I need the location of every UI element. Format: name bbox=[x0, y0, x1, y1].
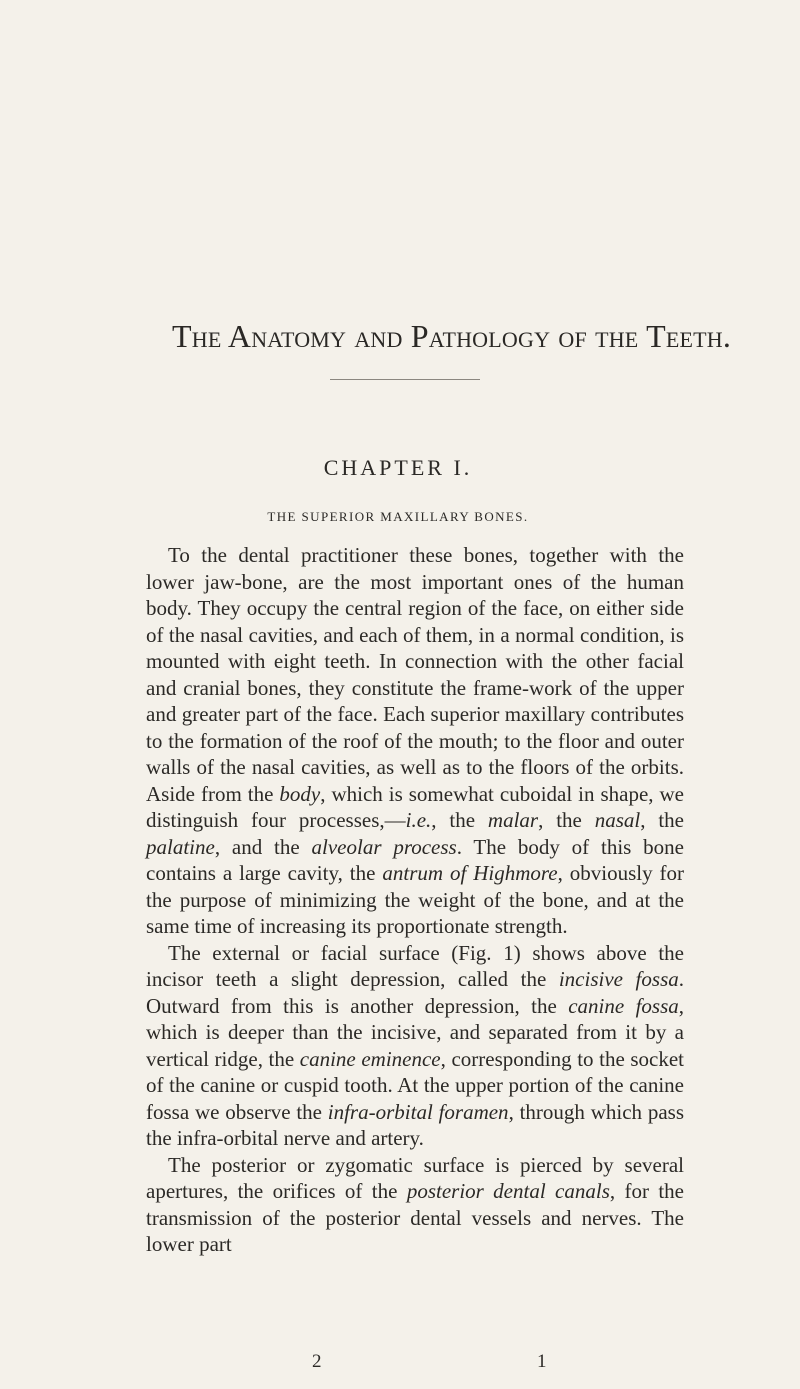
text-run: , and the bbox=[214, 834, 312, 859]
italic-term: posterior dental canals bbox=[406, 1179, 610, 1203]
italic-term: incisive fossa bbox=[558, 967, 679, 991]
running-title: The Anatomy and Pathology of the Teeth. bbox=[172, 318, 732, 354]
italic-term: nasal bbox=[594, 808, 641, 832]
italic-term: canine fossa bbox=[568, 993, 679, 1018]
text-run: , the bbox=[640, 808, 684, 832]
paragraph bbox=[146, 542, 684, 940]
text-run: , which is deeper than the incisive, and separated from it by a vertical ridge, the bbox=[146, 993, 684, 1071]
text-run: The posterior or zygomatic surface is pierced by several apertures, the orifices of the bbox=[146, 1152, 684, 1203]
body-text bbox=[146, 542, 684, 1258]
italic-term: malar bbox=[487, 808, 539, 832]
text-run: , the bbox=[538, 808, 595, 832]
title-rule bbox=[330, 379, 480, 380]
text-run: . The body of this bone contains a large cavity, the bbox=[146, 834, 684, 885]
text-run: , corresponding to the socket of the canine or cuspid tooth. At the upper portion of the canine fossa we observe the bbox=[146, 1046, 685, 1124]
italic-term: alveolar process bbox=[311, 834, 457, 859]
text-run: To the dental practitioner these bones, together with the lower jaw-bone, are the most important ones of the human body. They occupy the central region of the face, on either side of the nasal cavities, and each of them, in a normal condition, is mounted with eight teeth. In connection with the other facial and cranial bones, they constitute the frame-work of the upper and greater part of the face. Each superior maxillary contributes to the formation of the roof of the mouth; to the floor and outer walls of the nasal cavities, as well as to the floors of the orbits. Aside from the bbox=[146, 543, 684, 806]
italic-term: i.e. bbox=[405, 808, 432, 832]
text-run: , the bbox=[431, 808, 488, 832]
chapter-subtitle: THE SUPERIOR MAXILLARY BONES. bbox=[267, 509, 529, 524]
text-run: . Outward from this is another depression, the bbox=[146, 967, 684, 1018]
text-run: , which is somewhat cuboidal in shape, we distinguish four processes,— bbox=[146, 781, 684, 832]
signature-mark: 2 bbox=[312, 1351, 322, 1372]
italic-term: antrum of Highmore bbox=[382, 861, 558, 885]
paragraph bbox=[146, 940, 684, 1152]
italic-term: canine eminence bbox=[299, 1046, 441, 1071]
italic-term: body bbox=[279, 781, 321, 806]
text-run: The external or facial surface (Fig. 1) shows above the incisor teeth a slight depression, called the bbox=[146, 940, 684, 991]
chapter-heading: CHAPTER I. bbox=[323, 455, 473, 480]
italic-term: palatine bbox=[146, 834, 215, 859]
text-run: , for the transmission of the posterior dental vessels and nerves. The lower part bbox=[146, 1179, 684, 1256]
text-run: , obviously for the purpose of minimizing the weight of the bone, and at the same time of increasing its proportionate strength. bbox=[146, 861, 685, 938]
page-number: 1 bbox=[537, 1351, 547, 1372]
italic-term: infra-orbital foramen bbox=[327, 1099, 509, 1124]
paragraph bbox=[146, 1152, 684, 1258]
text-run: , through which pass the infra-orbital nerve and artery. bbox=[146, 1099, 684, 1150]
